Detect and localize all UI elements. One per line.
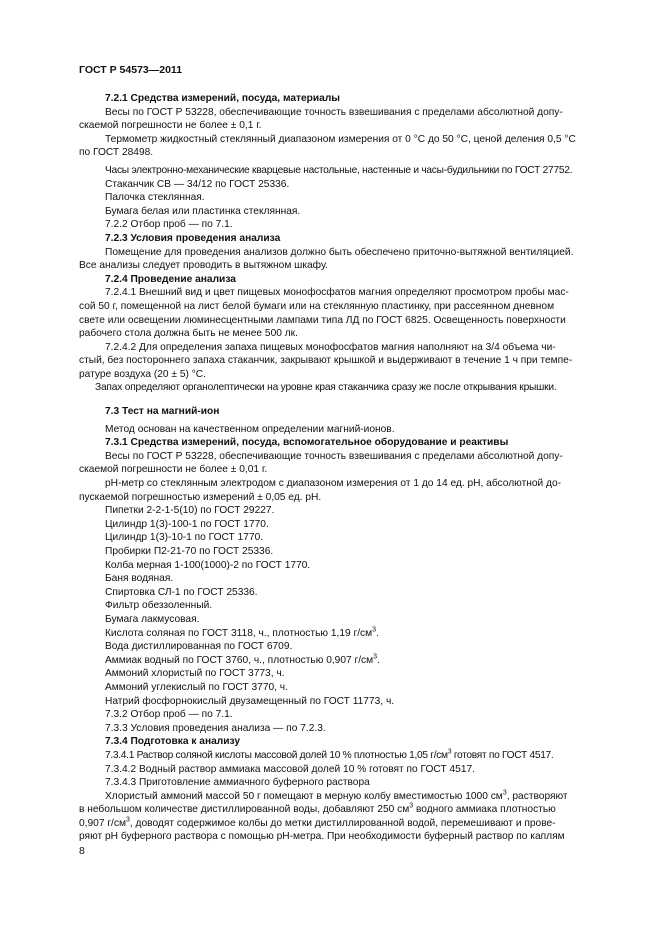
list-item: Цилиндр 1(3)-10-1 по ГОСТ 1770. [105,532,264,544]
list-item: Фильтр обеззоленный. [105,600,213,612]
list-item: Аммоний углекислый по ГОСТ 3770, ч. [105,681,288,693]
paragraph: свете или освещении люминесцентными лампами типа ЛД по ГОСТ 6825. Освещенность поверхности [79,314,566,326]
section-heading-7-2-3: 7.2.3 Условия проведения анализа [105,232,281,244]
list-item: Бумага лакмусовая. [105,613,200,625]
text: готовят по ГОСТ 4517. [451,749,554,761]
superscript: 3 [125,816,130,824]
section-heading-7-2-1: 7.2.1 Средства измерений, посуда, материалы [105,93,341,104]
paragraph: по ГОСТ 28498. [79,147,154,159]
list-item: Пипетки 2-2-1-5(10) по ГОСТ 29227. [105,505,275,517]
paragraph [79,790,615,804]
superscript: 3 [447,748,452,756]
section-heading-7-3-4: 7.3.4 Подготовка к анализу [105,736,241,748]
text: , доводят содержимое колбы до метки дистиллированной водой, перемешивают и прове- [129,817,556,829]
paragraph: сой 50 г, помещенной на лист белой бумаги или на стеклянную пластинку, при рассеянном дневном [79,300,555,312]
list-item [79,654,615,668]
superscript: 3 [502,789,507,797]
list-item: Вода дистиллированная по ГОСТ 6709. [105,641,293,653]
punctuation: . [376,627,379,639]
paragraph: Метод основан на качественном определении магний-ионов. [105,423,395,435]
page-number: 8 [79,845,85,857]
list-item: Колба мерная 1-100(1000)-2 по ГОСТ 1770. [105,559,311,571]
paragraph: ряют pH буферного раствора с помощью pH-метра. При необходимости буферный раствор по каплям [79,831,565,843]
paragraph: Термометр жидкостный стеклянный диапазоном измерения от 0 °С до 50 °С, ценой деления 0,5 °С [105,133,576,145]
list-item: Цилиндр 1(3)-100-1 по ГОСТ 1770. [105,518,269,530]
paragraph: Часы электронно-механические кварцевые настольные, настенные и часы-будильники по ГОСТ 27752. [105,164,573,176]
superscript: 3 [409,802,414,810]
paragraph [79,749,615,763]
paragraph: Помещение для проведения анализов должно быть обеспечено приточно-вытяжной вентиляцией. [105,246,574,258]
list-item: Натрий фосфорнокислый двузамещенный по ГОСТ 11773, ч. [105,695,395,707]
paragraph: Запах определяют органолептически на уровне края стаканчика сразу же после открывания крышки. [95,382,557,394]
section-heading-7-3-1: 7.3.1 Средства измерений, посуда, вспомогательное оборудование и реактивы [105,437,509,449]
text: 7.3.4.1 Раствор соляной кислоты массовой долей 10 % плотностью 1,05 г/см [105,749,448,761]
paragraph: стый, без постороннего запаха стаканчик, закрывают крышкой и выдерживают в течение 1 ч при темпе- [79,355,573,367]
paragraph: 7.3.4.3 Приготовление аммиачного буферного раствора [105,777,370,789]
paragraph: Бумага белая или пластинка стеклянная. [105,205,301,217]
text: водного аммиака плотностью [413,804,556,816]
paragraph: pH-метр со стеклянным электродом с диапазоном измерения от 1 до 14 ед. pH, абсолютной до- [105,478,562,490]
paragraph: Весы по ГОСТ Р 53228, обеспечивающие точность взвешивания с пределами абсолютной допу- [105,450,563,462]
paragraph [79,817,615,831]
document-body [79,92,615,844]
paragraph: 7.2.4.2 Для определения запаха пищевых монофосфатов магния наполняют на 3/4 объема чи- [105,341,556,353]
list-item: Баня водяная. [105,573,174,585]
list-item: Аммоний хлористый по ГОСТ 3773, ч. [105,668,285,680]
paragraph: пускаемой погрешностью измерений ± 0,05 ед. pH. [79,491,322,503]
paragraph: Палочка стеклянная. [105,192,205,204]
superscript: 3 [372,626,377,634]
paragraph: скаемой погрешности не более ± 0,01 г. [79,464,268,476]
punctuation: . [377,654,380,666]
list-item: Спиртовка СЛ-1 по ГОСТ 25336. [105,586,258,598]
document-header: ГОСТ Р 54573—2011 [79,64,183,76]
text: 0,907 г/см [79,817,126,829]
paragraph: 7.3.4.2 Водный раствор аммиака массовой долей 10 % готовят по ГОСТ 4517. [105,763,475,775]
paragraph: ратуре воздуха (20 ± 5) °С. [79,368,206,380]
list-item: Пробирки П2-21-70 по ГОСТ 25336. [105,546,274,557]
text: в небольшом количестве дистиллированной воды, добавляют 250 см [79,804,410,816]
paragraph: Весы по ГОСТ Р 53228, обеспечивающие точность взвешивания с пределами абсолютной допу- [105,106,563,118]
section-heading-7-3: 7.3 Тест на магний-ион [105,406,220,418]
paragraph: 7.3.2 Отбор проб — по 7.1. [105,709,233,721]
paragraph: скаемой погрешности не более ± 0,1 г. [79,120,262,132]
list-item [79,627,615,641]
paragraph [79,803,615,817]
paragraph: 7.3.3 Условия проведения анализа — по 7.2.3. [105,722,326,734]
text: Хлористый аммоний массой 50 г помещают в мерную колбу вместимостью 1000 см [105,790,503,802]
list-item-text: Кислота соляная по ГОСТ 3118, ч., плотностью 1,19 г/см [105,627,373,639]
paragraph: Все анализы следует проводить в вытяжном шкафу. [79,260,328,272]
section-heading-7-2-4: 7.2.4 Проведение анализа [105,273,236,285]
text: , растворяют [506,790,568,802]
paragraph: 7.2.4.1 Внешний вид и цвет пищевых монофосфатов магния определяют просмотром пробы мас- [105,287,569,299]
paragraph: рабочего стола должна быть не менее 500 лк. [79,328,298,340]
list-item-text: Аммиак водный по ГОСТ 3760, ч., плотностью 0,907 г/см [105,654,374,666]
paragraph: 7.2.2 Отбор проб — по 7.1. [105,219,233,231]
paragraph: Стаканчик СВ — 34/12 по ГОСТ 25336. [105,178,290,190]
superscript: 3 [373,653,378,661]
